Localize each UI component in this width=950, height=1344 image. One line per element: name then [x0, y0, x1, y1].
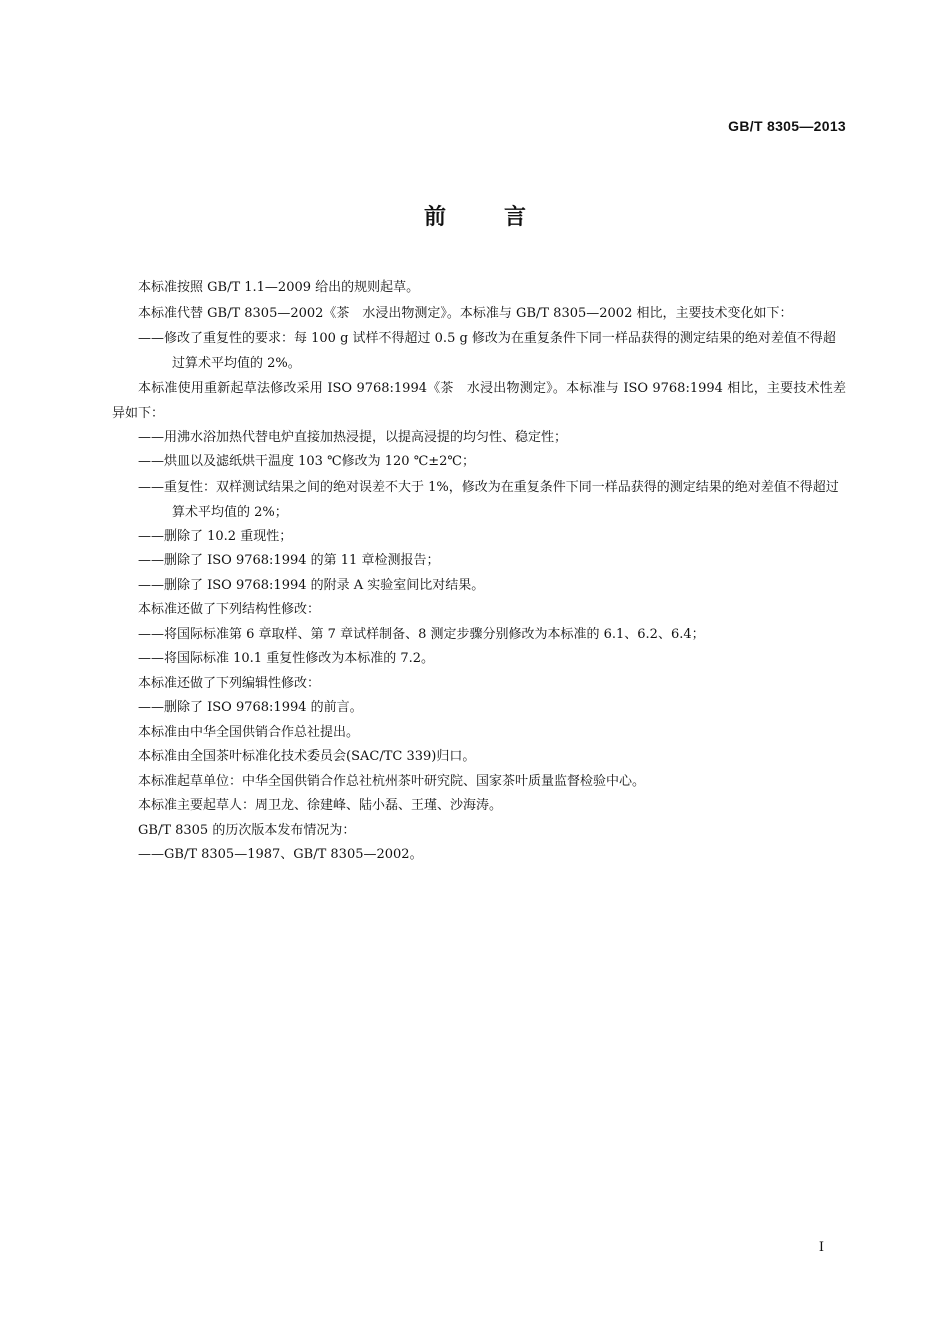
list-item: ——将国际标准第 6 章取样、第 7 章试样制备、8 测定步骤分别修改为本标准的 6.1、6.2、6.4；: [138, 626, 705, 642]
list-item: ——删除了 10.2 重现性；: [138, 528, 293, 544]
paragraph-drafters: 本标准主要起草人：周卫龙、徐建峰、陆小磊、王瑾、沙海涛。: [138, 798, 503, 813]
list-item: ——重复性：双样测试结果之间的绝对误差不大于 1%，修改为在重复条件下同一样品获得的测定结果的绝对差值不得超过算术平均值的 2%；: [138, 479, 839, 520]
standard-number: GB/T 8305—2013: [728, 118, 846, 134]
paragraph-drafting-units: 本标准起草单位：中华全国供销合作总社杭州茶叶研究院、国家茶叶质量监督检验中心。: [138, 773, 646, 789]
paragraph-iso-adoption: 本标准使用重新起草法修改采用 ISO 9768:1994《茶 水浸出物测定》。本标准与 ISO 9768:1994 相比，主要技术性差异如下：: [112, 380, 846, 421]
paragraph-history: GB/T 8305 的历次版本发布情况为：: [138, 822, 356, 838]
paragraph-drafting-rules: 本标准按照 GB/T 1.1—2009 给出的规则起草。: [138, 280, 420, 295]
list-item: ——删除了 ISO 9768:1994 的第 11 章检测报告；: [138, 553, 440, 568]
paragraph-replaces: 本标准代替 GB/T 8305—2002《茶 水浸出物测定》。本标准与 GB/T 8305—2002 相比，主要技术变化如下：: [138, 305, 793, 321]
page-title: 前言: [423, 205, 584, 230]
paragraph-editorial-changes: 本标准还做了下列编辑性修改：: [138, 675, 321, 691]
paragraph-committee: 本标准由全国茶叶标准化技术委员会(SAC/TC 339)归口。: [138, 749, 476, 764]
paragraph-structural-changes: 本标准还做了下列结构性修改：: [138, 602, 321, 617]
paragraph-proposer: 本标准由中华全国供销合作总社提出。: [138, 724, 360, 740]
page-number: I: [818, 1240, 824, 1255]
list-item: ——删除了 ISO 9768:1994 的前言。: [138, 700, 363, 715]
list-item: ——烘皿以及滤纸烘干温度 103 ℃修改为 120 ℃±2℃；: [138, 454, 475, 469]
foreword-body: [112, 276, 846, 868]
list-item: ——修改了重复性的要求：每 100 g 试样不得超过 0.5 g 修改为在重复条件下同一样品获得的测定结果的绝对差值不得超过算术平均值的 2%。: [138, 330, 836, 371]
list-item: ——删除了 ISO 9768:1994 的附录 A 实验室间比对结果。: [138, 577, 485, 593]
list-item: ——GB/T 8305—1987、GB/T 8305—2002。: [138, 847, 423, 862]
list-item: ——将国际标准 10.1 重复性修改为本标准的 7.2。: [138, 651, 435, 666]
list-item: ——用沸水浴加热代替电炉直接加热浸提，以提高浸提的均匀性、稳定性；: [138, 429, 568, 445]
